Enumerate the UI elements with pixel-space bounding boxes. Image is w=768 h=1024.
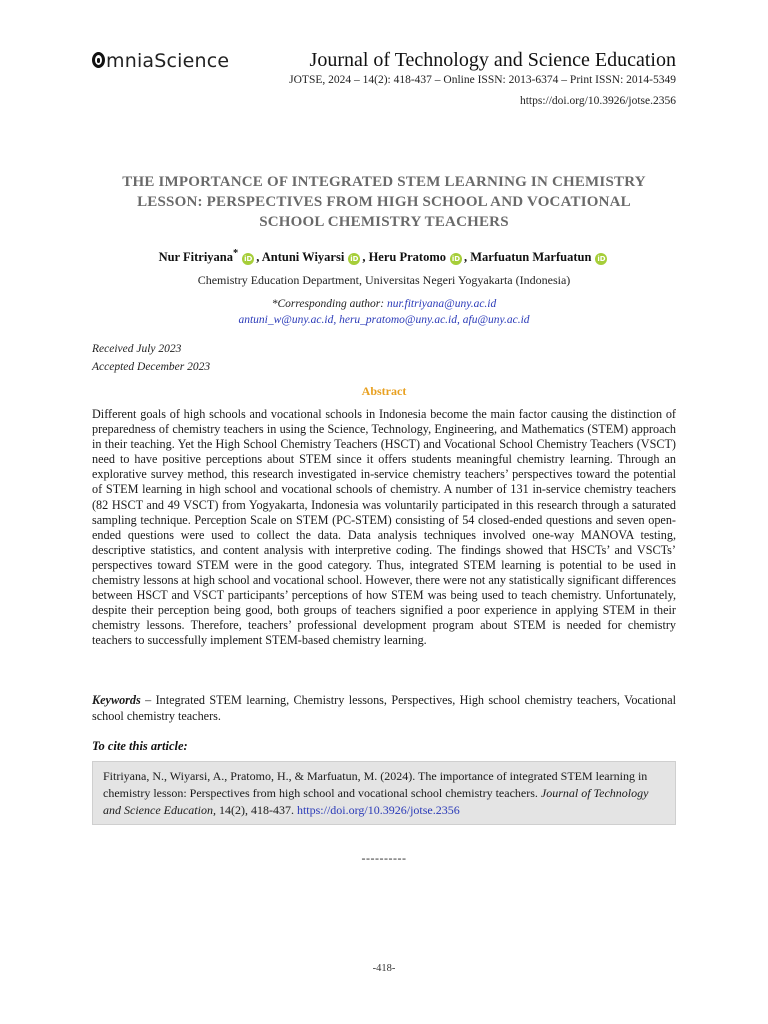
- citation-journal: Journal of Technology and Science Education,: [103, 786, 649, 817]
- article-title: [80, 172, 688, 232]
- citation-doi-link[interactable]: https://doi.org/10.3926/jotse.2356: [296, 803, 460, 817]
- citation-text: Fitriyana, N., Wiyarsi, A., Pratomo, H., & Marfuatun, M. (2024). The importance of integrated STEM learning in chemistry lesson: Perspectives from high school and vocational school chemistry teachers.: [103, 769, 648, 800]
- keywords: [92, 693, 676, 724]
- journal-doi-link[interactable]: https://doi.org/10.3926/jotse.2356: [519, 95, 676, 107]
- corresponding-mark: *: [233, 248, 239, 259]
- author-name: Antuni Wiyarsi: [261, 250, 345, 265]
- author-name: Heru Pratomo: [368, 250, 446, 265]
- abstract-text: Different goals of high schools and vocational schools in Indonesia become the main factor causing the distinction of preparedness of chemistry teachers in using the Science, Technology, Engineering, and Mathematics (STEM) approach in their teaching. Yet the High School Chemistry Teachers (HSCT) and Vocational School Chemistry Teachers (VSCT) need to have positive perceptions about STEM since it offers students meaningful chemistry learning. Through an explorative survey method, this research investigated in-service chemistry teachers’ perspectives toward the potential of STEM learning in high school and vocational schools of chemistry. A number of 131 in-service chemistry teachers (82 HSCT and 49 VSCT) from Yogyakarta, Indonesia was voluntarily participated in this research through a saturated sampling technique. Perception Scale on STEM (PC-STEM) consisting of 54 closed-ended questions and seven open-ended questions were used to collect the data. Data analysis techniques involved one-way MANOVA testing, descriptive statistics, and content analysis with interpretive coding. The findings showed that HSCTs’ and VSCTs’ perspectives toward STEM were in the good category. Thus, integrated STEM learning is potential to be used in chemistry lessons at high school and vocational school. However, there were not any statistically significant differences between HSCT and VSCT participants’ perceptions of how STEM was being used to teach chemistry. Unfortunately, despite their perception being good, both groups of teachers signified a poor experience in applying STEM in their chemistry lessons. Therefore, teachers’ professional development program about STEM is needed for chemistry teachers to successfully implement STEM-based chemistry learning.: [92, 407, 676, 648]
- logo-text: mniaScience: [106, 50, 230, 72]
- title-line: LESSON: PERSPECTIVES FROM HIGH SCHOOL AND VOCATIONAL: [137, 194, 631, 210]
- keywords-text: – Integrated STEM learning, Chemistry lessons, Perspectives, High school chemistry teachers, Vocational school chemistry teachers.: [92, 693, 676, 723]
- author-separator: ,: [362, 250, 369, 265]
- author-name: Nur Fitriyana: [158, 250, 233, 265]
- author-list: [80, 248, 688, 265]
- page-number: -418-: [372, 963, 396, 974]
- other-emails-link[interactable]: antuni_w@uny.ac.id, heru_pratomo@uny.ac.id, afu@uny.ac.id: [238, 314, 530, 326]
- publisher-logo: [92, 50, 229, 72]
- corresponding-author: [80, 296, 688, 328]
- orcid-icon[interactable]: iD: [244, 255, 253, 264]
- orcid-icon[interactable]: iD: [350, 255, 359, 264]
- title-line: SCHOOL CHEMISTRY TEACHERS: [259, 214, 509, 230]
- author-separator: ,: [256, 250, 262, 265]
- received-date: Received July 2023: [92, 343, 182, 355]
- journal-meta: JOTSE, 2024 – 14(2): 418-437 – Online ISSN: 2013-6374 – Print ISSN: 2014-5349: [289, 74, 676, 86]
- affiliation: Chemistry Education Department, Universitas Negeri Yogyakarta (Indonesia): [197, 273, 571, 287]
- corresponding-email-link[interactable]: nur.fitriyana@uny.ac.id: [386, 298, 497, 310]
- keywords-label: Keywords: [92, 693, 141, 707]
- accepted-date: Accepted December 2023: [92, 361, 211, 373]
- corresponding-label: *Corresponding author:: [271, 298, 387, 310]
- citation-box: [92, 761, 676, 825]
- article-dates: [92, 340, 210, 376]
- author-separator: ,: [463, 250, 471, 265]
- title-line: THE IMPORTANCE OF INTEGRATED STEM LEARNING IN CHEMISTRY: [122, 174, 646, 190]
- abstract-heading: Abstract: [361, 384, 407, 398]
- citation-volume: 14(2), 418-437.: [215, 803, 297, 817]
- omnia-o-icon: [92, 52, 105, 68]
- orcid-icon[interactable]: iD: [451, 255, 461, 264]
- orcid-icon[interactable]: iD: [597, 255, 606, 264]
- section-separator: ----------: [361, 851, 407, 865]
- author-name: Marfuatun Marfuatun: [470, 250, 592, 265]
- cite-heading: To cite this article:: [92, 739, 188, 753]
- journal-title: Journal of Technology and Science Education: [309, 49, 676, 71]
